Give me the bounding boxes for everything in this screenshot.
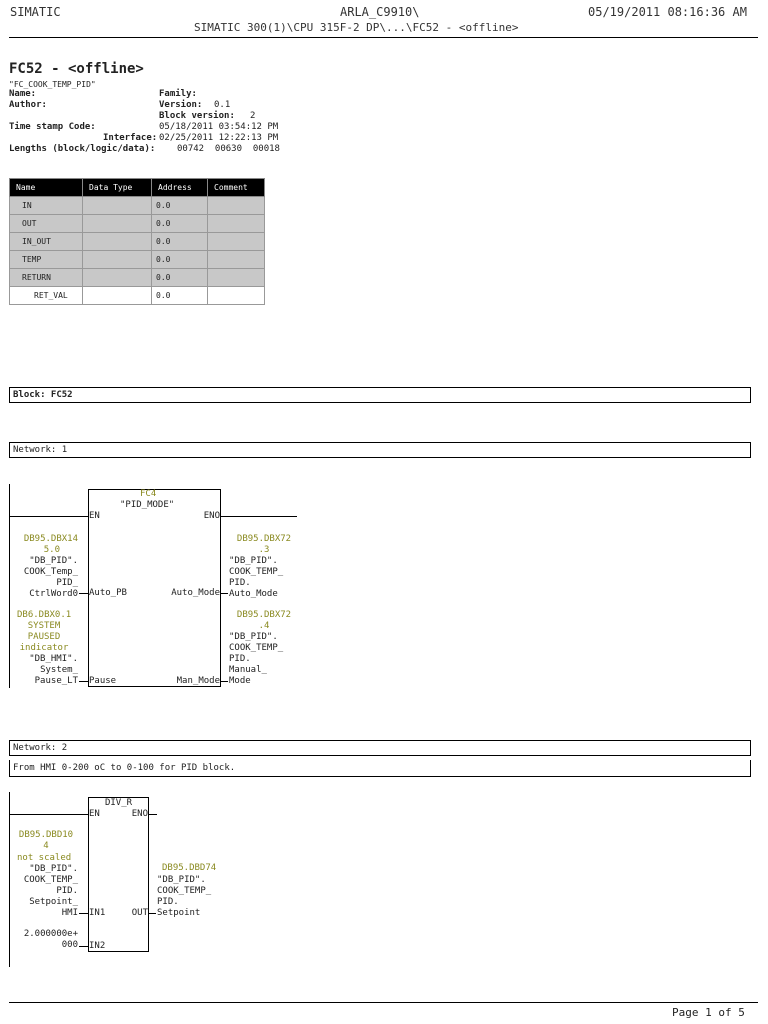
n1-out2-address: DB95.DBX72 .4 <box>236 610 292 631</box>
timestamp-label: Time stamp Code: <box>9 122 96 132</box>
n1-in2-pin: Pause <box>89 676 117 686</box>
eno-wire <box>221 516 297 517</box>
fc4-eno-pin: ENO <box>203 511 220 521</box>
block-symbol: "FC_COOK_TEMP_PID" <box>9 80 96 89</box>
timestamp-code: 05/18/2011 03:54:12 PM <box>159 122 279 132</box>
n2-in2-pin: IN2 <box>89 941 106 951</box>
block-title: FC52 - <offline> <box>9 61 144 77</box>
table-row <box>10 287 265 305</box>
row-type <box>83 251 152 269</box>
row-type <box>83 233 152 251</box>
fc4-name: "PID_MODE" <box>120 500 175 510</box>
n2-in1-address: DB95.DBD10 4 <box>18 830 74 851</box>
row-name: OUT <box>10 215 83 233</box>
table-row <box>10 197 265 215</box>
header-divider <box>9 37 758 38</box>
row-comment <box>208 251 265 269</box>
row-name: IN_OUT <box>10 233 83 251</box>
interface-table-header <box>10 179 265 197</box>
div-r-eno-pin: ENO <box>131 809 148 819</box>
row-address: 0.0 <box>152 251 208 269</box>
row-name: RETURN <box>10 269 83 287</box>
row-comment <box>208 197 265 215</box>
interface-table <box>9 178 265 305</box>
table-row <box>10 251 265 269</box>
lengths-label: Lengths (block/logic/data): <box>9 144 156 154</box>
header-path: SIMATIC 300(1)\CPU 315F-2 DP\...\FC52 - <offline> <box>194 21 519 34</box>
n1-out1-pin: Auto_Mode <box>171 588 220 598</box>
table-row <box>10 269 265 287</box>
row-address: 0.0 <box>152 287 208 305</box>
network-1-bar: Network: 1 <box>9 442 751 458</box>
family-label: Family: <box>159 89 197 99</box>
table-row <box>10 215 265 233</box>
div-r-name: DIV_R <box>104 798 133 808</box>
n1-out1-wire <box>221 593 228 594</box>
page-number: Page 1 of 5 <box>672 1006 745 1019</box>
fc4-number: FC4 <box>140 489 157 499</box>
row-type <box>83 215 152 233</box>
row-address: 0.0 <box>152 215 208 233</box>
n2-in1-wire <box>79 913 88 914</box>
n1-in2-comment: SYSTEM PAUSED indicator <box>19 621 69 653</box>
n2-in2-value: 2.000000e+ 000 <box>23 929 78 950</box>
row-comment <box>208 215 265 233</box>
block-version-value: 2 <box>250 111 256 121</box>
n1-in1-address: DB95.DBX14 5.0 <box>23 534 78 555</box>
n2-out-wire <box>149 913 156 914</box>
n1-out2-wire <box>221 681 228 682</box>
n2-in1-symbol: "DB_PID". COOK_TEMP_ PID. Setpoint_ HMI <box>23 864 78 918</box>
block-version-label: Block version: <box>159 111 235 121</box>
row-address: 0.0 <box>152 233 208 251</box>
n1-in1-pin: Auto_PB <box>89 588 127 598</box>
row-comment <box>208 287 265 305</box>
div-r-block <box>88 797 149 952</box>
n1-out2-pin: Man_Mode <box>176 676 220 686</box>
footer-divider <box>9 1002 758 1003</box>
n2-out-address: DB95.DBD74 <box>162 863 217 873</box>
network-2-comment: From HMI 0-200 oC to 0-100 for PID block. <box>9 760 751 777</box>
n2-in2-wire <box>79 946 88 947</box>
n2-out-symbol: "DB_PID". COOK_TEMP_ PID. Setpoint <box>157 875 212 918</box>
n1-in1-wire <box>79 593 88 594</box>
timestamp-interface: 02/25/2011 12:22:13 PM <box>159 133 279 143</box>
row-type <box>83 269 152 287</box>
version-value: 0.1 <box>214 100 231 110</box>
n2-in1-comment: not scaled <box>17 853 72 863</box>
column-header-name: Name <box>10 179 83 197</box>
name-label: Name: <box>9 89 37 99</box>
column-header-data-type: Data Type <box>83 179 152 197</box>
row-type <box>83 197 152 215</box>
header-project: ARLA_C9910\ <box>340 5 420 19</box>
column-header-comment: Comment <box>208 179 265 197</box>
version-label: Version: <box>159 100 203 110</box>
table-row <box>10 233 265 251</box>
n1-in2-address: DB6.DBX0.1 <box>17 610 72 620</box>
n1-out1-symbol: "DB_PID". COOK_TEMP_ PID. Auto_Mode <box>229 556 284 599</box>
n1-in2-wire <box>79 681 88 682</box>
block-bar: Block: FC52 <box>9 387 751 403</box>
header-left: SIMATIC <box>10 5 61 19</box>
column-header-address: Address <box>152 179 208 197</box>
row-name: IN <box>10 197 83 215</box>
row-address: 0.0 <box>152 197 208 215</box>
row-address: 0.0 <box>152 269 208 287</box>
n2-out-pin: OUT <box>131 908 148 918</box>
header-datetime: 05/19/2011 08:16:36 AM <box>588 5 747 19</box>
n2-en-wire <box>9 814 89 815</box>
en-wire <box>9 516 89 517</box>
n1-in2-symbol: "DB_HMI". System_ Pause_LT <box>29 654 78 686</box>
network-2-bar: Network: 2 <box>9 740 751 756</box>
n1-in1-symbol: "DB_PID". COOK_Temp_ PID_ CtrlWord0 <box>23 556 78 599</box>
n1-out2-symbol: "DB_PID". COOK_TEMP_ PID. Manual_ Mode <box>229 632 284 686</box>
row-comment <box>208 233 265 251</box>
author-label: Author: <box>9 100 47 110</box>
row-name: RET_VAL <box>10 287 83 305</box>
row-name: TEMP <box>10 251 83 269</box>
interface-label: Interface: <box>103 133 158 143</box>
n2-in1-pin: IN1 <box>89 908 106 918</box>
n2-eno-wire <box>149 814 157 815</box>
fc4-en-pin: EN <box>89 511 100 521</box>
row-type <box>83 287 152 305</box>
div-r-en-pin: EN <box>89 809 100 819</box>
lengths-value: 00742 00630 00018 <box>177 144 280 154</box>
row-comment <box>208 269 265 287</box>
n1-out1-address: DB95.DBX72 .3 <box>236 534 292 555</box>
